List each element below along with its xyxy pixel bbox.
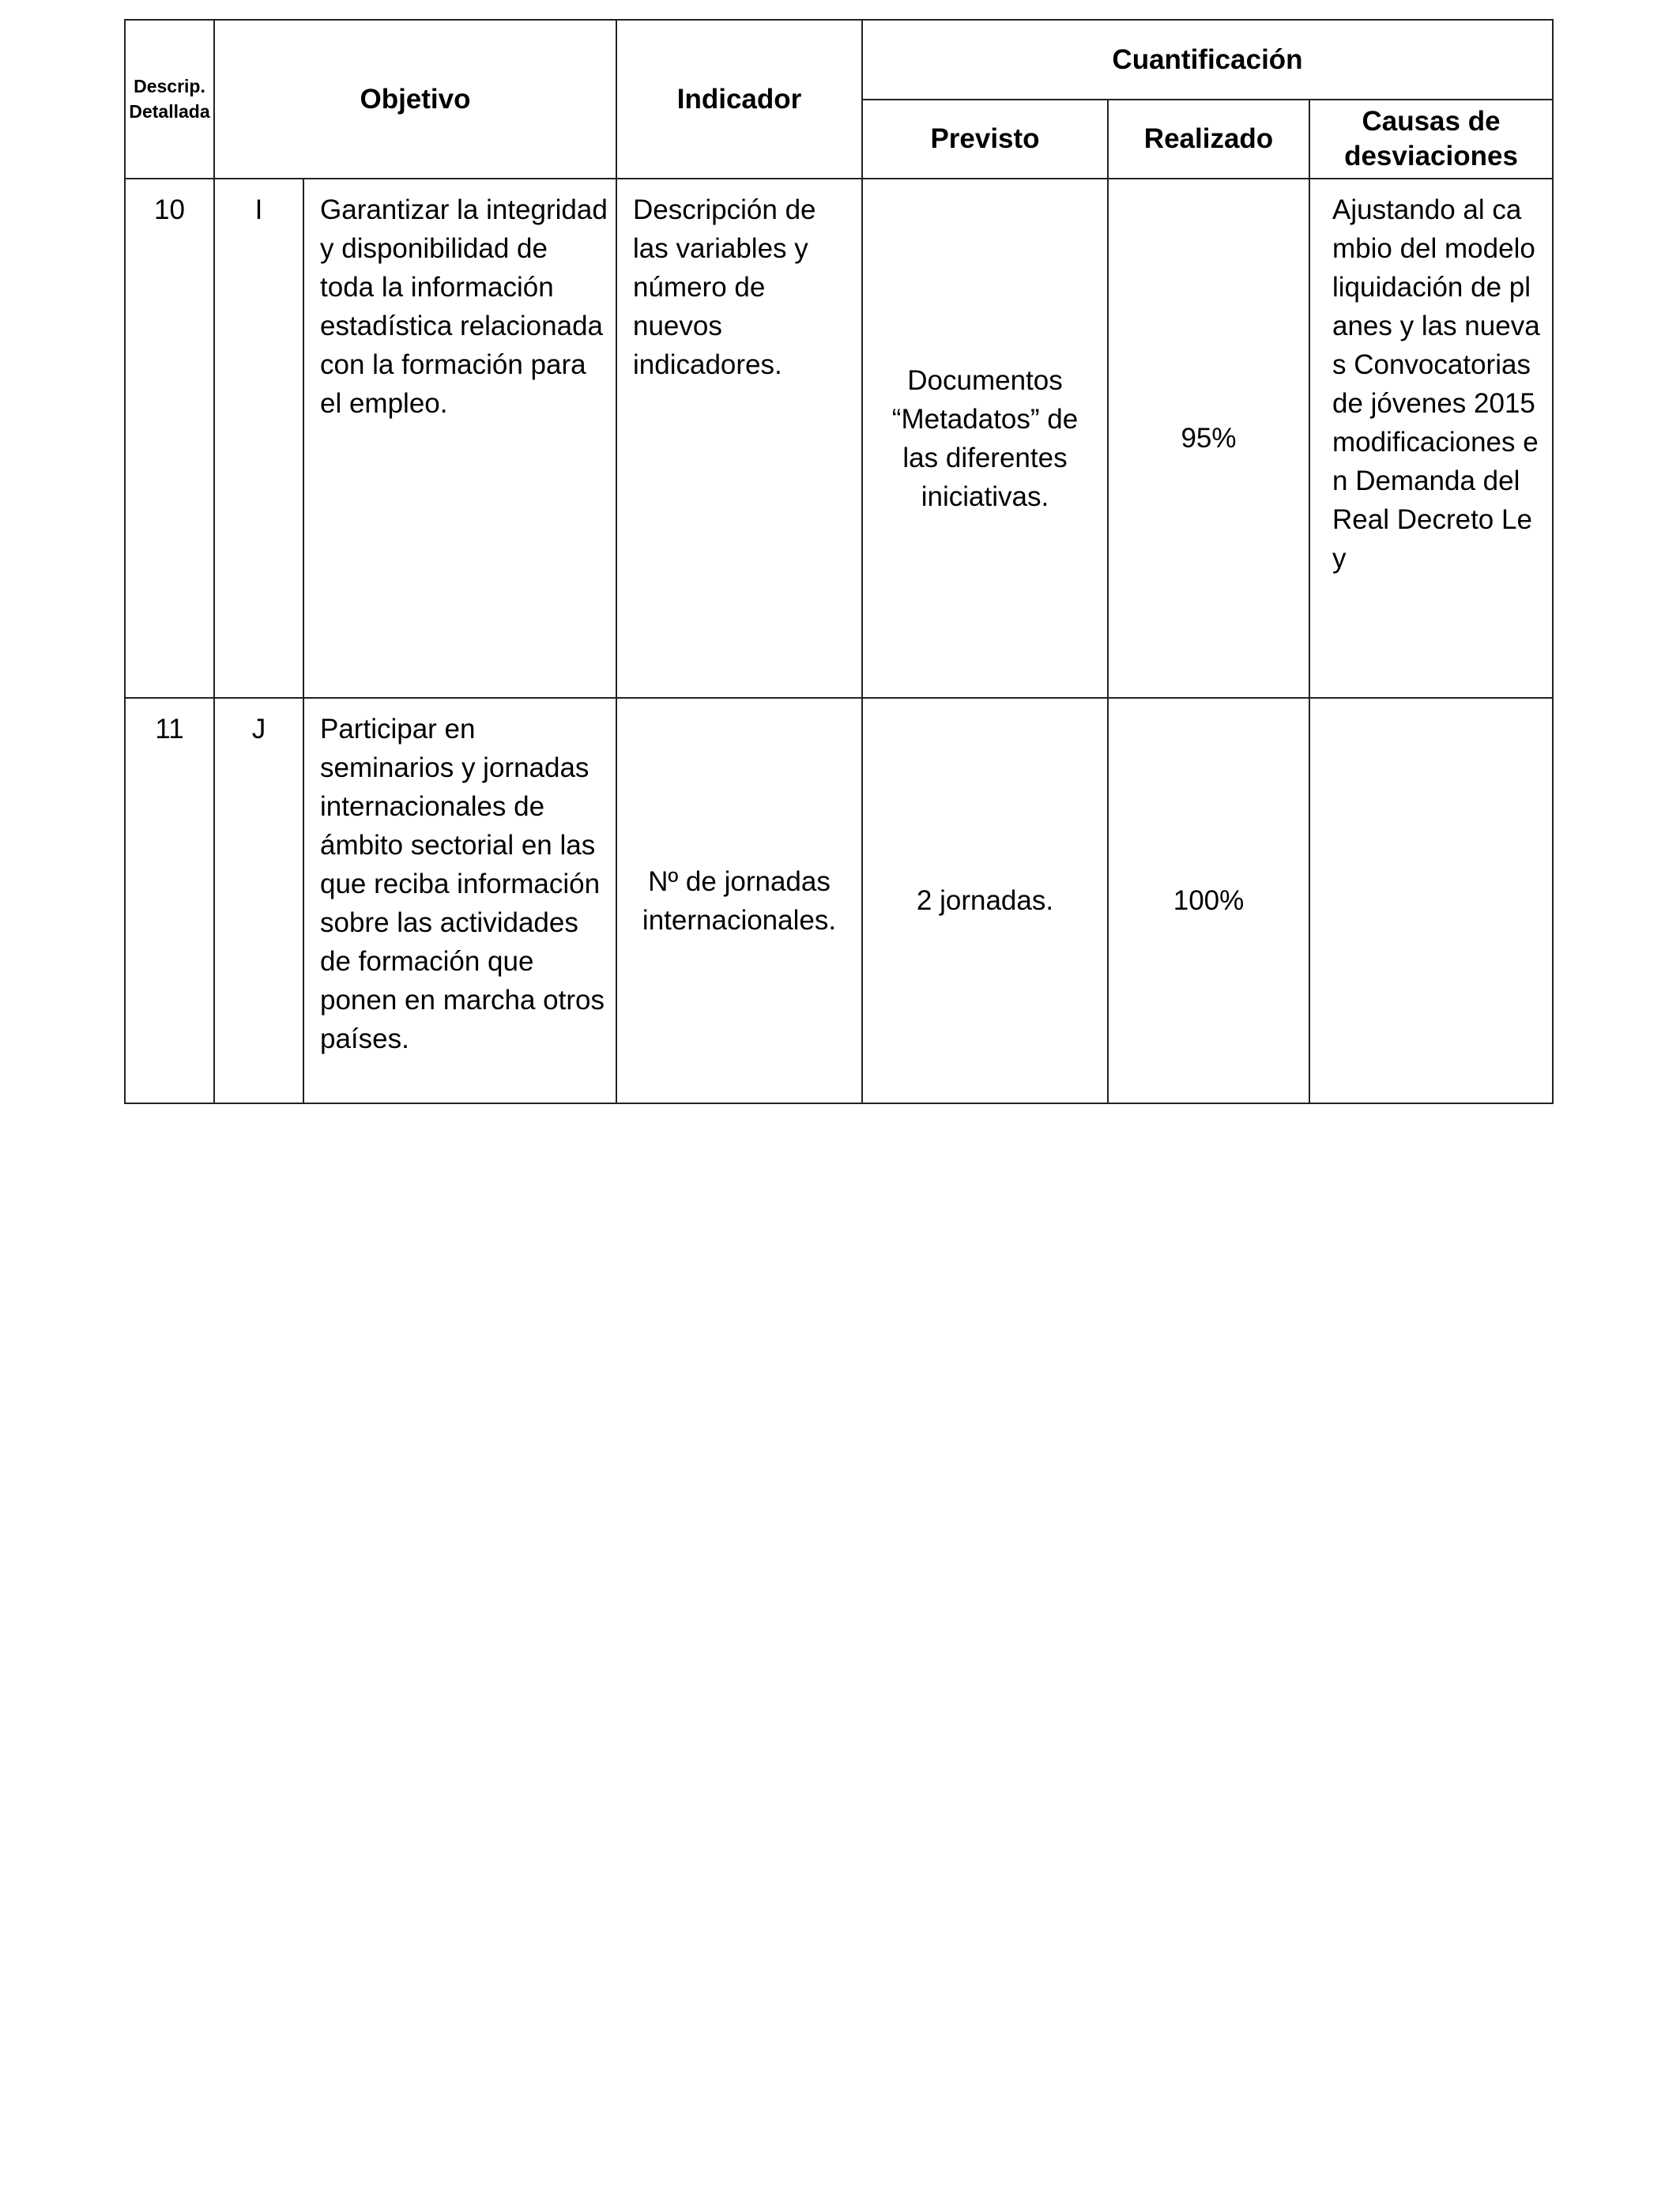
- header-descrip-line1: Descrip.: [134, 76, 205, 97]
- header-cuantificacion: Cuantificación: [862, 20, 1553, 100]
- header-descrip-detallada: [125, 20, 214, 179]
- row-causas: [1309, 698, 1553, 1103]
- objectives-table: [124, 19, 1554, 1104]
- row-causas: Ajustando al cambio del modelo liquidación de planes y las nuevas Convocatorias de jóvenes 2015modificaciones en Demanda del Real Decreto Ley: [1309, 179, 1553, 698]
- row-objetivo: Garantizar la integridad y disponibilidad de toda la información estadística relacionada con la formación para el empleo.: [303, 179, 616, 698]
- row-objetivo: Participar en seminarios y jornadas internacionales de ámbito sectorial en las que reciba información sobre las actividades de formación que ponen en marcha otros países.: [303, 698, 616, 1103]
- header-previsto: Previsto: [862, 100, 1108, 179]
- row-indicador: Nº de jornadas internacionales.: [616, 698, 862, 1103]
- table-row: [125, 698, 1553, 1103]
- header-realizado: Realizado: [1108, 100, 1309, 179]
- header-row-1: [125, 20, 1553, 100]
- header-objetivo: Objetivo: [214, 20, 616, 179]
- row-indicador: Descripción de las variables y número de nuevos indicadores.: [616, 179, 862, 698]
- header-descrip-line2: Detallada: [129, 100, 210, 122]
- header-causas: Causas de desviaciones: [1309, 100, 1553, 179]
- row-number: 10: [125, 179, 214, 698]
- row-previsto: Documentos “Metadatos” de las diferentes iniciativas.: [862, 179, 1108, 698]
- row-letter: I: [214, 179, 303, 698]
- table-row: [125, 179, 1553, 698]
- row-previsto: 2 jornadas.: [862, 698, 1108, 1103]
- row-number: 11: [125, 698, 214, 1103]
- row-letter: J: [214, 698, 303, 1103]
- row-realizado: 95%: [1108, 179, 1309, 698]
- header-indicador: Indicador: [616, 20, 862, 179]
- row-realizado: 100%: [1108, 698, 1309, 1103]
